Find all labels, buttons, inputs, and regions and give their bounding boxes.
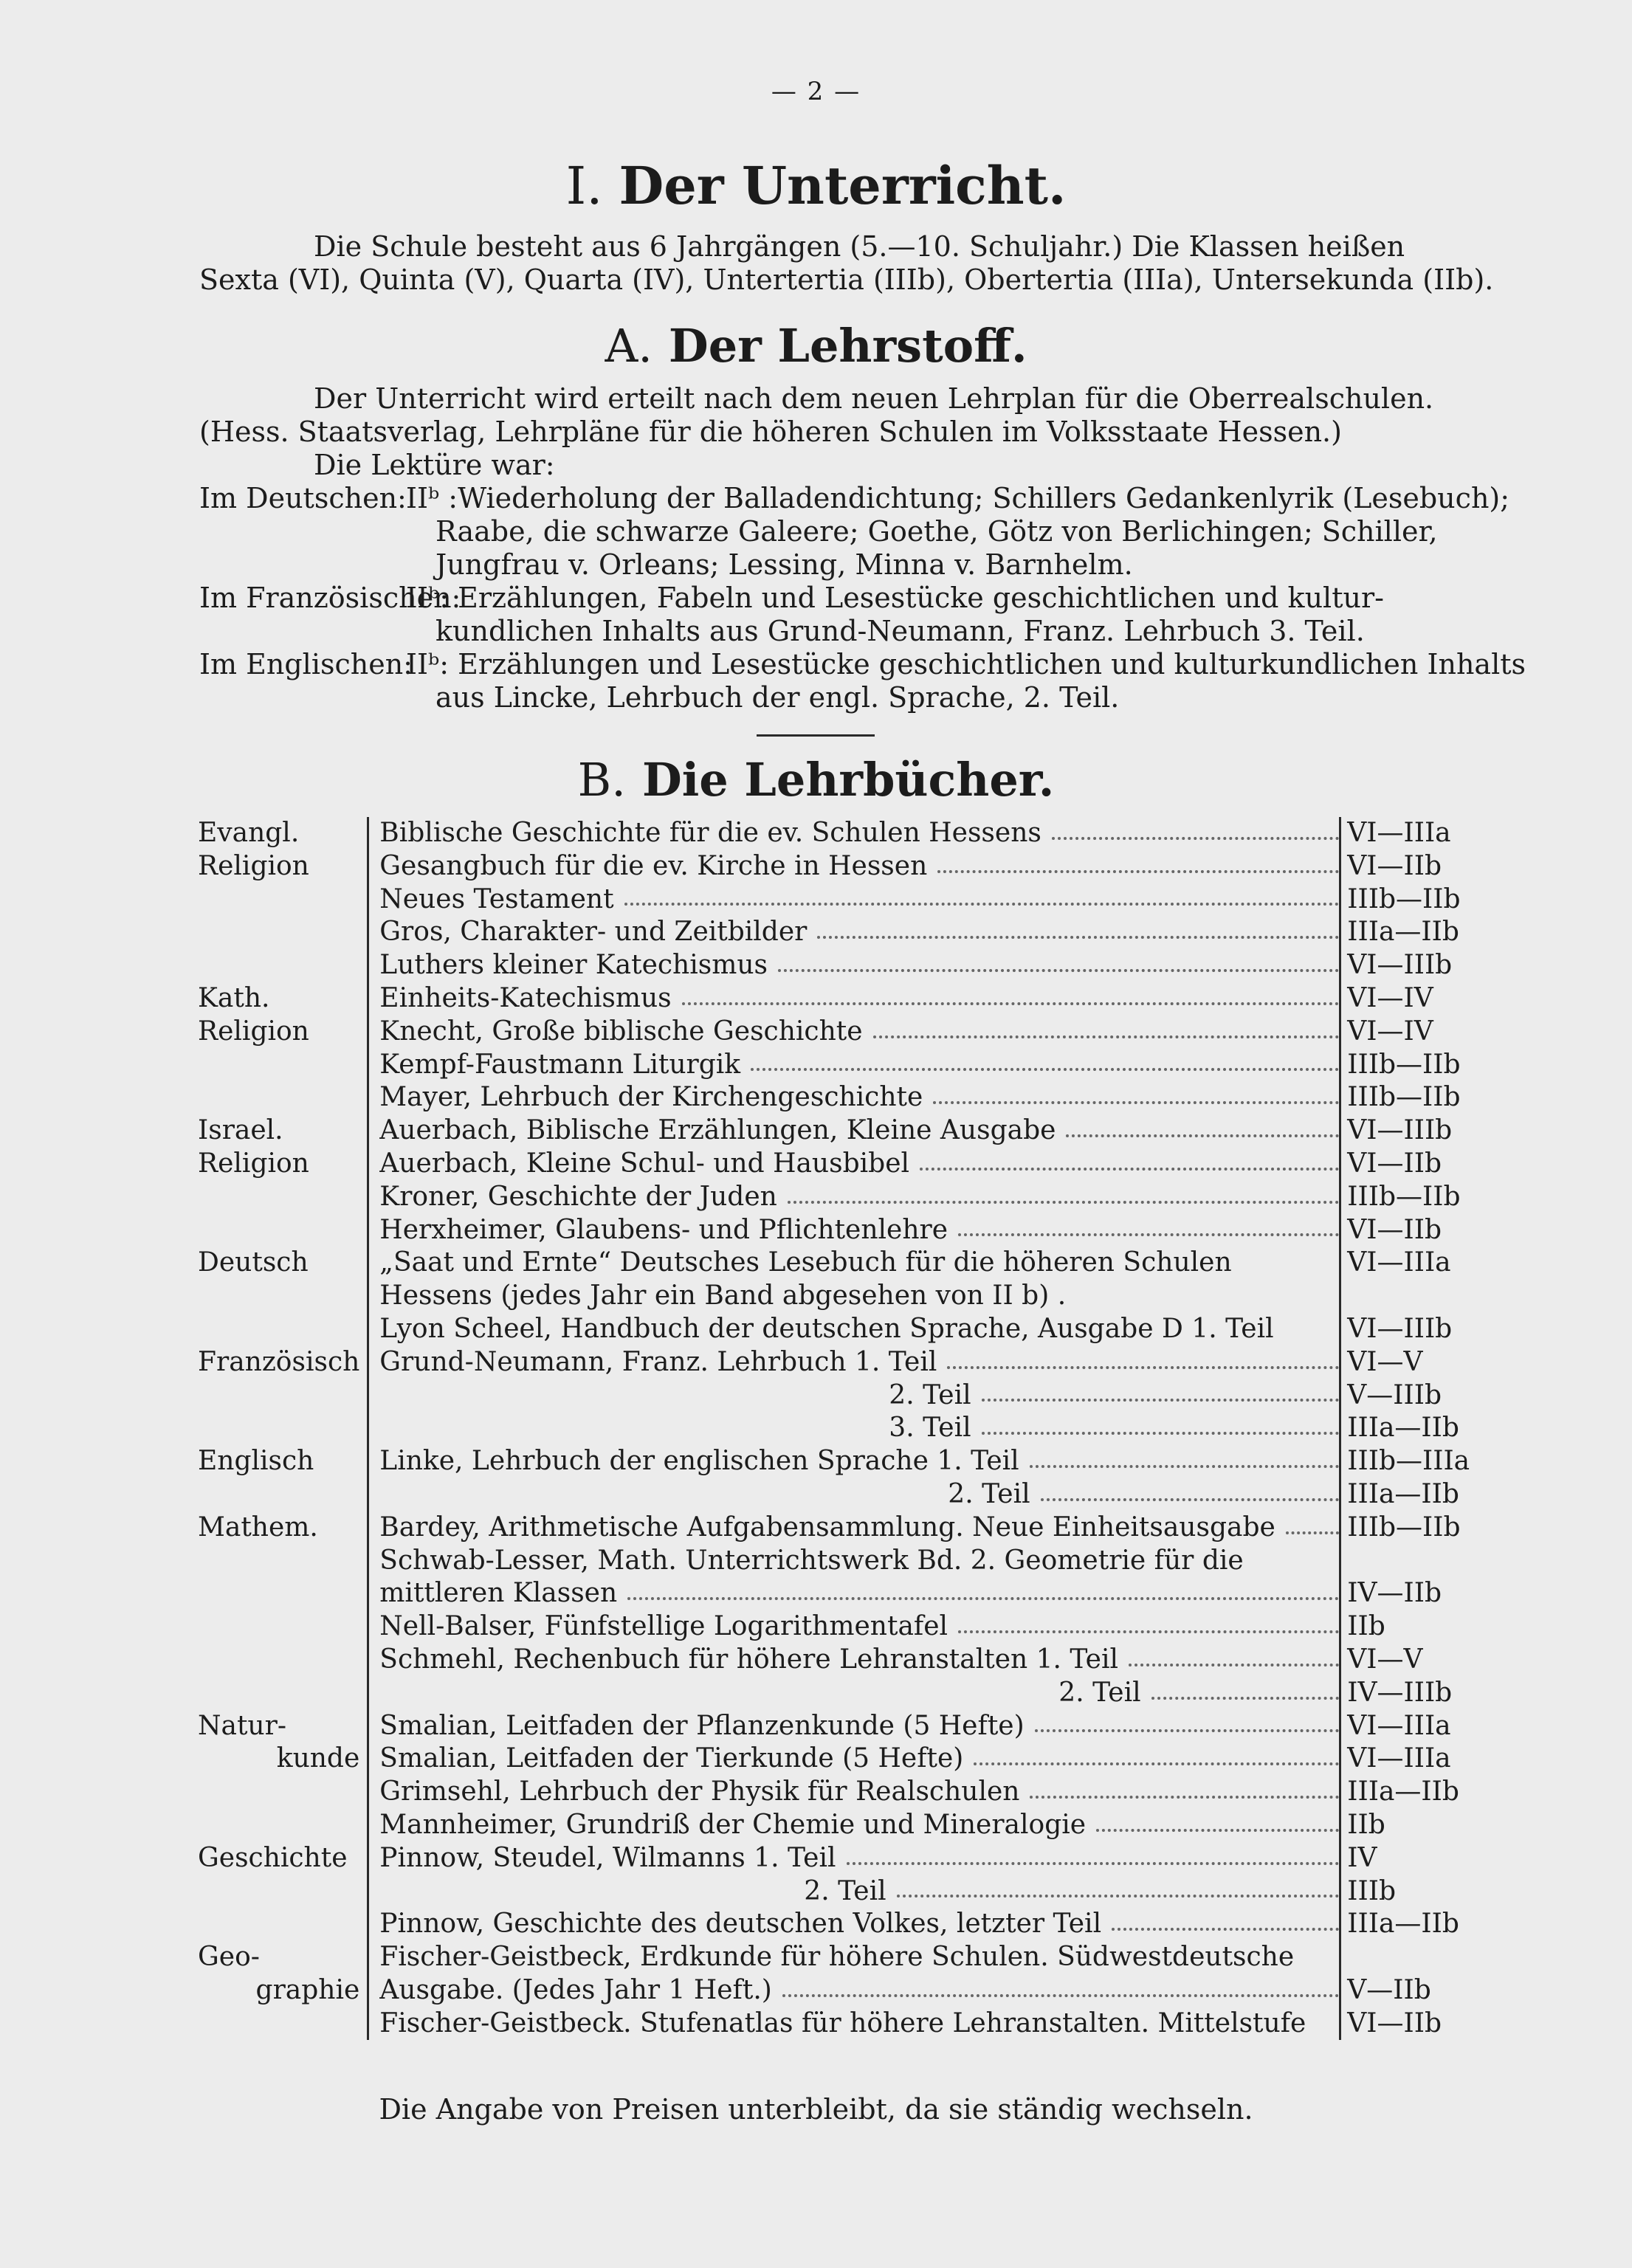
subject-cell: Geo- xyxy=(198,1942,260,1973)
table-row xyxy=(198,1346,1470,1379)
book-title: Smalian, Leitfaden der Pflanzenkunde (5 Hefte) xyxy=(379,1710,1030,1743)
book-title: Grund-Neumann, Franz. Lehrbuch 1. Teil xyxy=(379,1346,943,1379)
table-row xyxy=(198,1512,1470,1545)
book-title-wrap xyxy=(379,1181,1339,1214)
book-title-wrap xyxy=(379,1280,1339,1313)
class-range-cell: VI—IIIa xyxy=(1347,1710,1451,1741)
book-title-cell xyxy=(368,1743,1340,1776)
book-title-wrap xyxy=(379,1412,1339,1445)
class-range-cell: VI—IIb xyxy=(1347,1148,1442,1179)
table-row xyxy=(198,850,1470,883)
book-title: Mayer, Lehrbuch der Kirchengeschichte xyxy=(379,1081,929,1114)
book-title-cell xyxy=(368,1478,1340,1512)
table-row xyxy=(198,1379,1470,1413)
section-heading-lehrstoff xyxy=(0,319,1632,373)
book-title-cell xyxy=(368,1677,1340,1710)
book-title-wrap xyxy=(379,1809,1339,1842)
book-title: 2. Teil xyxy=(889,1379,977,1413)
subject-cell: Evangl. xyxy=(198,818,300,848)
table-row xyxy=(198,1908,1470,1941)
indent-spacer xyxy=(379,1412,889,1445)
book-title: Einheits-Katechismus xyxy=(379,982,677,1016)
class-range-cell: VI—IIIb xyxy=(1347,1115,1453,1146)
subject-cell: kunde xyxy=(276,1743,360,1774)
book-title: Auerbach, Biblische Erzählungen, Kleine Ausgabe xyxy=(379,1114,1061,1148)
subject-cell: graphie xyxy=(255,1974,360,2005)
subject-cell: Deutsch xyxy=(198,1247,309,1278)
book-title: Biblische Geschichte für die ev. Schulen Hessens xyxy=(379,817,1047,850)
table-row xyxy=(198,1016,1470,1049)
indent-spacer xyxy=(379,1379,889,1413)
book-title-wrap xyxy=(379,883,1339,917)
indent-spacer xyxy=(379,1677,1058,1710)
book-title-cell xyxy=(368,1016,1340,1049)
subject-cell: Religion xyxy=(198,1148,309,1179)
table-row xyxy=(198,1148,1470,1181)
class-range-cell: VI—IIIa xyxy=(1347,1743,1451,1774)
book-title: Smalian, Leitfaden der Tierkunde (5 Hefte) xyxy=(379,1743,969,1776)
class-range-cell xyxy=(1340,1545,1470,1578)
table-row xyxy=(198,1644,1470,1677)
book-title-wrap xyxy=(379,1081,1339,1114)
lekture-label: Im Englischen: xyxy=(199,648,413,680)
book-title-cell xyxy=(368,1148,1340,1181)
class-range-cell: IIIb xyxy=(1347,1875,1397,1906)
table-row xyxy=(198,1280,1470,1313)
class-range-cell: VI—IIb xyxy=(1347,2007,1442,2038)
table-row xyxy=(198,1313,1470,1346)
indent-spacer xyxy=(379,1478,948,1512)
book-title-wrap xyxy=(379,850,1339,883)
class-range-cell: IIIb—IIb xyxy=(1347,1512,1461,1543)
subject-cell: Kath. xyxy=(198,982,270,1013)
book-title: Herxheimer, Glaubens- und Pflichtenlehre xyxy=(379,1214,954,1247)
subject-cell xyxy=(198,949,368,982)
book-title: Neues Testament xyxy=(379,883,619,917)
subject-cell xyxy=(198,1875,368,1909)
book-title-cell xyxy=(368,1577,1340,1610)
book-title: 2. Teil xyxy=(948,1478,1036,1512)
table-row xyxy=(198,1445,1470,1478)
book-title-wrap xyxy=(379,1908,1339,1941)
subject-cell xyxy=(198,1280,368,1313)
class-range-cell: IIIb—IIb xyxy=(1347,1181,1461,1212)
book-title: Fischer-Geistbeck. Stufenatlas für höhere Lehranstalten. Mittelstufe xyxy=(379,2007,1312,2041)
book-title-wrap xyxy=(379,1776,1339,1809)
book-title-cell xyxy=(368,1081,1340,1114)
table-row xyxy=(198,1412,1470,1445)
book-title-wrap xyxy=(379,1114,1339,1148)
class-range-cell: VI—IIIb xyxy=(1347,1313,1453,1344)
book-title-wrap xyxy=(379,949,1339,982)
lekture-line xyxy=(199,482,1510,515)
book-title-cell xyxy=(368,1445,1340,1478)
table-row xyxy=(198,1842,1470,1875)
book-title-wrap xyxy=(379,1677,1339,1710)
book-title: Auerbach, Kleine Schul- und Hausbibel xyxy=(379,1148,915,1181)
book-title: Kroner, Geschichte der Juden xyxy=(379,1181,783,1214)
book-title-cell xyxy=(368,1644,1340,1677)
book-title: 2. Teil xyxy=(804,1875,892,1909)
table-row xyxy=(198,1247,1470,1280)
section-heading-lehrbuecher xyxy=(0,753,1632,807)
book-title-cell xyxy=(368,1941,1340,1974)
book-title: Mannheimer, Grundriß der Chemie und Mineralogie xyxy=(379,1809,1092,1842)
book-title-cell xyxy=(368,1247,1340,1280)
class-range-cell: IIb xyxy=(1347,1611,1385,1642)
table-row xyxy=(198,1776,1470,1809)
book-title-wrap xyxy=(379,1247,1339,1280)
subject-cell xyxy=(198,1677,368,1710)
lehrstoff-paragraph xyxy=(199,382,1526,714)
book-title: Luthers kleiner Katechismus xyxy=(379,949,774,982)
class-range-cell: IIIa—IIb xyxy=(1347,1776,1459,1807)
text-line: Die Lektüre war: xyxy=(314,449,555,481)
table-row xyxy=(198,1214,1470,1247)
unterricht-paragraph xyxy=(199,230,1494,297)
book-title-cell xyxy=(368,1908,1340,1941)
class-range-cell: IV xyxy=(1347,1842,1377,1873)
book-title-wrap xyxy=(379,1644,1339,1677)
subject-cell xyxy=(198,1644,368,1677)
book-title-cell xyxy=(368,1114,1340,1148)
book-title-cell xyxy=(368,883,1340,917)
book-title: Hessens (jedes Jahr ein Band abgesehen von II b) . xyxy=(379,1280,1072,1313)
book-title-cell xyxy=(368,1512,1340,1545)
table-row xyxy=(198,1809,1470,1842)
table-row xyxy=(198,1743,1470,1776)
class-range-cell: IIIa—IIb xyxy=(1347,1478,1459,1509)
section-letter: A. xyxy=(605,319,653,373)
book-title-cell xyxy=(368,1280,1340,1313)
book-title: Lyon Scheel, Handbuch der deutschen Sprache, Ausgabe D 1. Teil xyxy=(379,1313,1279,1346)
subject-cell: Israel. xyxy=(198,1115,283,1146)
book-title-cell xyxy=(368,916,1340,949)
subject-cell xyxy=(198,1545,368,1578)
book-title-cell xyxy=(368,1776,1340,1809)
page-number: — 2 — xyxy=(771,77,861,106)
table-row xyxy=(198,1577,1470,1610)
lekture-line: kundlichen Inhalts aus Grund-Neumann, Franz. Lehrbuch 3. Teil. xyxy=(435,615,1365,647)
table-row xyxy=(198,1974,1470,2007)
subject-cell xyxy=(198,2007,368,2041)
book-title-wrap xyxy=(379,982,1339,1016)
lekture-line: Raabe, die schwarze Galeere; Goethe, Götz von Berlichingen; Schiller, xyxy=(435,515,1438,548)
book-title-wrap xyxy=(379,817,1339,850)
book-title-cell xyxy=(368,1875,1340,1909)
book-title-wrap xyxy=(379,1875,1339,1909)
subject-cell xyxy=(198,916,368,949)
subject-cell xyxy=(198,1809,368,1842)
class-range-cell: VI—IIb xyxy=(1347,850,1442,881)
book-title-wrap xyxy=(379,1610,1339,1644)
class-range-cell: IIIa—IIb xyxy=(1347,1909,1459,1940)
book-title-wrap xyxy=(379,1016,1339,1049)
book-title-cell xyxy=(368,1379,1340,1413)
book-title: Pinnow, Geschichte des deutschen Volkes, letzter Teil xyxy=(379,1908,1107,1941)
class-range-cell: IIIa—IIb xyxy=(1347,1413,1459,1444)
subject-cell xyxy=(198,1181,368,1214)
class-range-cell: IV—IIIb xyxy=(1347,1677,1453,1708)
section-letter: B. xyxy=(577,753,626,807)
book-title: „Saat und Ernte“ Deutsches Lesebuch für die höheren Schulen xyxy=(379,1247,1237,1280)
book-title-cell xyxy=(368,1974,1340,2007)
section-roman: I. xyxy=(565,156,603,216)
book-title-cell xyxy=(368,850,1340,883)
footer-note: Die Angabe von Preisen unterbleibt, da sie ständig wechseln. xyxy=(379,2093,1253,2126)
subject-cell: Religion xyxy=(198,850,309,881)
class-range-cell: VI—IIIb xyxy=(1347,950,1453,981)
book-title-cell xyxy=(368,1181,1340,1214)
class-range-cell: IIIb—IIb xyxy=(1347,1049,1461,1080)
book-title-wrap xyxy=(379,1577,1339,1610)
book-title: Schmehl, Rechenbuch für höhere Lehranstalten 1. Teil xyxy=(379,1644,1124,1677)
subject-cell xyxy=(198,1412,368,1445)
table-row xyxy=(198,949,1470,982)
table-row xyxy=(198,916,1470,949)
table-row xyxy=(198,1941,1470,1974)
class-range-cell: VI—V xyxy=(1347,1644,1423,1675)
lekture-text: IIᵇ: Erzählungen, Fabeln und Lesestücke geschichtlichen und kultur- xyxy=(406,582,1384,614)
subject-cell: Religion xyxy=(198,1016,309,1047)
class-range-cell: IIIb—IIb xyxy=(1347,1082,1461,1113)
table-row xyxy=(198,1181,1470,1214)
book-title-cell xyxy=(368,982,1340,1016)
book-title: mittleren Klassen xyxy=(379,1577,623,1610)
book-title: Bardey, Arithmetische Aufgabensammlung. Neue Einheitsausgabe xyxy=(379,1512,1281,1545)
book-title-cell xyxy=(368,1049,1340,1082)
book-title: Schwab-Lesser, Math. Unterrichtswerk Bd. 2. Geometrie für die xyxy=(379,1545,1249,1578)
book-title-wrap xyxy=(379,1710,1339,1743)
book-title-wrap xyxy=(379,1478,1339,1512)
lekture-line xyxy=(199,582,1469,615)
book-title: Fischer-Geistbeck, Erdkunde für höhere Schulen. Südwestdeutsche xyxy=(379,1941,1300,1974)
class-range-cell: VI—IIb xyxy=(1347,1214,1442,1245)
section-title: Der Unterricht. xyxy=(619,155,1067,216)
book-title: Nell-Balser, Fünfstellige Logarithmentafel xyxy=(379,1610,954,1644)
book-title-wrap xyxy=(379,1743,1339,1776)
lekture-text: IIᵇ :Wiederholung der Balladendichtung; Schillers Gedankenlyrik (Lesebuch); xyxy=(406,482,1510,514)
book-title-wrap xyxy=(379,1049,1339,1082)
book-title-wrap xyxy=(379,1214,1339,1247)
book-title-wrap xyxy=(379,1842,1339,1875)
book-title-cell xyxy=(368,817,1340,850)
class-range-cell xyxy=(1340,1941,1470,1974)
table-row xyxy=(198,1049,1470,1082)
lekture-line: Jungfrau v. Orleans; Lessing, Minna v. Barnhelm. xyxy=(435,548,1133,581)
table-row xyxy=(198,1710,1470,1743)
class-range-cell: VI—IIIa xyxy=(1347,818,1451,848)
book-title-cell xyxy=(368,1313,1340,1346)
book-title-wrap xyxy=(379,1941,1339,1974)
class-range-cell: VI—IV xyxy=(1347,1016,1433,1047)
table-row xyxy=(198,1875,1470,1909)
subject-cell xyxy=(198,1577,368,1610)
subject-cell xyxy=(198,1049,368,1082)
table-row xyxy=(198,982,1470,1016)
subject-cell xyxy=(198,1610,368,1644)
text-line: (Hess. Staatsverlag, Lehrpläne für die höheren Schulen im Volksstaate Hessen.) xyxy=(199,416,1342,448)
subject-cell xyxy=(198,1776,368,1809)
book-title: Gesangbuch für die ev. Kirche in Hessen xyxy=(379,850,933,883)
table-row xyxy=(198,1114,1470,1148)
subject-cell xyxy=(198,1313,368,1346)
section-title: Die Lehrbücher. xyxy=(641,753,1055,807)
lekture-label: Im Deutschen: xyxy=(199,482,407,514)
book-title: Pinnow, Steudel, Wilmanns 1. Teil xyxy=(379,1842,841,1875)
class-range-cell: VI—V xyxy=(1347,1346,1423,1377)
class-range-cell: V—IIb xyxy=(1347,1974,1431,2005)
subject-cell xyxy=(198,1081,368,1114)
subject-cell: Mathem. xyxy=(198,1512,318,1543)
class-range-cell: IIIb—IIb xyxy=(1347,883,1461,914)
book-title: Ausgabe. (Jedes Jahr 1 Heft.) xyxy=(379,1974,778,2007)
class-range-cell xyxy=(1340,1280,1470,1313)
book-title-cell xyxy=(368,1545,1340,1578)
book-title-cell xyxy=(368,2007,1340,2041)
book-title-cell xyxy=(368,1710,1340,1743)
book-title-wrap xyxy=(379,916,1339,949)
book-title-cell xyxy=(368,1809,1340,1842)
subject-cell: Englisch xyxy=(198,1446,314,1477)
class-range-cell: V—IIIb xyxy=(1347,1379,1442,1410)
lekture-line xyxy=(199,648,1526,681)
class-range-cell: IV—IIb xyxy=(1347,1578,1442,1609)
subject-cell xyxy=(198,1478,368,1512)
book-title: Kempf-Faustmann Liturgik xyxy=(379,1049,746,1082)
book-title-cell xyxy=(368,1610,1340,1644)
section-title: Der Lehrstoff. xyxy=(668,319,1027,373)
class-range-cell: IIIb—IIIa xyxy=(1347,1446,1470,1477)
class-range-cell: VI—IIIa xyxy=(1347,1247,1451,1278)
lekture-text: IIᵇ: Erzählungen und Lesestücke geschichtlichen und kulturkundlichen Inhalts xyxy=(406,648,1526,680)
class-range-cell: VI—IV xyxy=(1347,982,1433,1013)
table-row xyxy=(198,1478,1470,1512)
book-title-cell xyxy=(368,1842,1340,1875)
book-title-wrap xyxy=(379,1379,1339,1413)
book-title-cell xyxy=(368,1214,1340,1247)
section-heading-unterricht xyxy=(0,155,1632,216)
text-line: Die Schule besteht aus 6 Jahrgängen (5.—10. Schuljahr.) Die Klassen heißen xyxy=(314,230,1405,263)
book-title-wrap xyxy=(379,1445,1339,1478)
table-row xyxy=(198,817,1470,850)
subject-cell xyxy=(198,1379,368,1413)
book-title: Gros, Charakter- und Zeitbilder xyxy=(379,916,813,949)
book-title-wrap xyxy=(379,1313,1339,1346)
lekture-line: aus Lincke, Lehrbuch der engl. Sprache, 2. Teil. xyxy=(435,681,1120,714)
text-line: Der Unterricht wird erteilt nach dem neuen Lehrplan für die Oberrealschulen. xyxy=(314,382,1434,415)
book-title-cell xyxy=(368,1412,1340,1445)
book-title: 3. Teil xyxy=(889,1412,977,1445)
subject-cell: Geschichte xyxy=(198,1842,348,1873)
table-row xyxy=(198,1545,1470,1578)
subject-cell xyxy=(198,883,368,917)
table-row xyxy=(198,1677,1470,1710)
subject-cell xyxy=(198,1908,368,1941)
table-row xyxy=(198,1610,1470,1644)
textbook-table xyxy=(198,817,1470,2040)
book-title-cell xyxy=(368,949,1340,982)
book-title-wrap xyxy=(379,1346,1339,1379)
lekture-label: Im Französischen: xyxy=(199,582,461,614)
book-title: Grimsehl, Lehrbuch der Physik für Realschulen xyxy=(379,1776,1025,1809)
text-line: Sexta (VI), Quinta (V), Quarta (IV), Untertertia (IIIb), Obertertia (IIIa), Untersekunda (IIb). xyxy=(199,263,1494,296)
class-range-cell: IIIa—IIb xyxy=(1347,917,1459,948)
subject-cell: Französisch xyxy=(198,1346,360,1377)
book-title-wrap xyxy=(379,1974,1339,2007)
book-title-cell xyxy=(368,1346,1340,1379)
book-title-wrap xyxy=(379,1512,1339,1545)
table-row xyxy=(198,883,1470,917)
book-title-wrap xyxy=(379,1148,1339,1181)
book-title-wrap xyxy=(379,2007,1339,2041)
book-title: Linke, Lehrbuch der englischen Sprache 1. Teil xyxy=(379,1445,1025,1478)
section-divider xyxy=(757,734,875,737)
book-title: Knecht, Große biblische Geschichte xyxy=(379,1016,868,1049)
indent-spacer xyxy=(379,1875,804,1909)
table-row xyxy=(198,1081,1470,1114)
subject-cell: Natur- xyxy=(198,1710,286,1741)
book-title: 2. Teil xyxy=(1058,1677,1146,1710)
subject-cell xyxy=(198,1214,368,1247)
textbook-table-body xyxy=(198,817,1470,2040)
table-row xyxy=(198,2007,1470,2041)
class-range-cell: IIb xyxy=(1347,1809,1385,1840)
book-title-wrap xyxy=(379,1545,1339,1578)
